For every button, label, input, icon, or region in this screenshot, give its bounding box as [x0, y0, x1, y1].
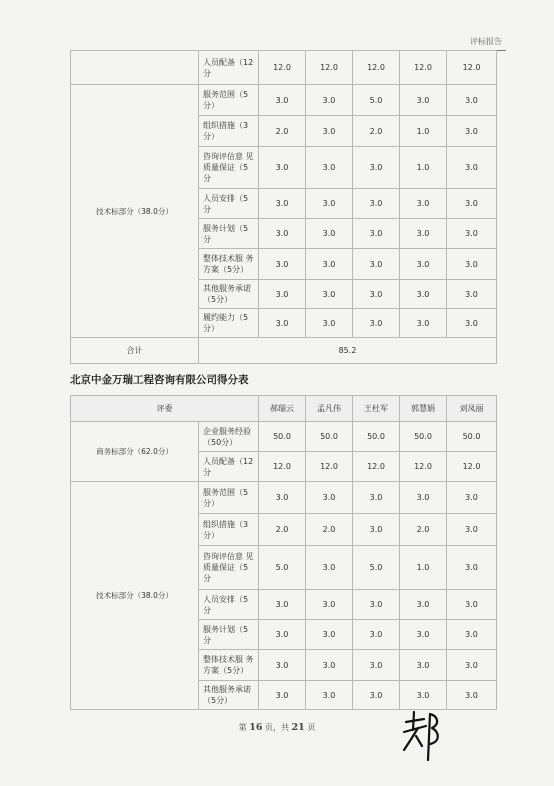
score-cell: 3.0 [259, 681, 306, 710]
tech-category-cell: 技术标部分（38.0分） [71, 85, 199, 338]
score-cell: 3.0 [259, 650, 306, 681]
blank-category-cell [71, 51, 199, 85]
score-cell: 3.0 [400, 189, 447, 219]
score-cell: 3.0 [259, 85, 306, 116]
score-cell: 3.0 [447, 280, 497, 309]
score-cell: 50.0 [306, 422, 353, 452]
criterion-cell: 服务计划（5分 [199, 219, 259, 249]
total-value: 85.2 [199, 338, 497, 364]
company-score-table-title: 北京中金万瑞工程咨询有限公司得分表 [70, 374, 249, 386]
criterion-cell: 咨询评估意 见质量保证（5分 [199, 546, 259, 590]
score-cell: 2.0 [259, 514, 306, 546]
score-cell: 3.0 [447, 514, 497, 546]
score-cell: 12.0 [353, 51, 400, 85]
score-cell: 3.0 [400, 219, 447, 249]
score-cell: 3.0 [447, 309, 497, 338]
score-cell: 3.0 [306, 650, 353, 681]
score-cell: 3.0 [259, 590, 306, 620]
score-cell: 3.0 [259, 309, 306, 338]
score-cell: 3.0 [306, 147, 353, 189]
score-cell: 3.0 [306, 309, 353, 338]
score-cell: 3.0 [447, 147, 497, 189]
score-cell: 1.0 [400, 147, 447, 189]
page-footer [0, 722, 554, 733]
score-cell: 5.0 [353, 85, 400, 116]
score-cell: 3.0 [259, 280, 306, 309]
score-cell: 12.0 [400, 452, 447, 482]
score-cell: 2.0 [306, 514, 353, 546]
score-cell: 12.0 [447, 452, 497, 482]
score-cell: 50.0 [447, 422, 497, 452]
judge-name: 刘凤丽 [447, 396, 497, 422]
total-label: 合计 [71, 338, 199, 364]
criterion-cell: 人员配备（12分 [199, 51, 259, 85]
score-cell: 3.0 [353, 147, 400, 189]
score-cell: 50.0 [353, 422, 400, 452]
table-row [71, 482, 497, 514]
score-cell: 3.0 [259, 482, 306, 514]
score-table-continued [70, 50, 497, 364]
score-cell: 12.0 [259, 452, 306, 482]
table-row [71, 422, 497, 452]
business-category-cell: 商务标部分（62.0分） [71, 422, 199, 482]
score-cell: 3.0 [353, 620, 400, 650]
score-cell: 3.0 [353, 681, 400, 710]
score-cell: 3.0 [447, 482, 497, 514]
score-cell: 3.0 [400, 280, 447, 309]
score-cell: 3.0 [447, 85, 497, 116]
score-cell: 12.0 [306, 452, 353, 482]
score-cell: 3.0 [353, 590, 400, 620]
score-cell: 12.0 [353, 452, 400, 482]
score-cell: 3.0 [400, 249, 447, 280]
criterion-cell: 服务计划（5分 [199, 620, 259, 650]
score-cell: 3.0 [447, 219, 497, 249]
score-cell: 3.0 [306, 219, 353, 249]
score-cell: 3.0 [306, 482, 353, 514]
score-cell: 3.0 [306, 85, 353, 116]
score-cell: 50.0 [400, 422, 447, 452]
criterion-cell: 企业服务经验（50分） [199, 422, 259, 452]
score-cell: 3.0 [447, 116, 497, 147]
score-cell: 3.0 [400, 650, 447, 681]
score-cell: 1.0 [400, 546, 447, 590]
criterion-cell: 其他服务承诺（5分） [199, 280, 259, 309]
score-cell: 3.0 [353, 650, 400, 681]
score-cell: 3.0 [353, 219, 400, 249]
score-cell: 3.0 [259, 189, 306, 219]
score-cell: 12.0 [259, 51, 306, 85]
score-cell: 3.0 [447, 620, 497, 650]
score-table [70, 395, 497, 710]
handwritten-signature [400, 706, 446, 762]
criterion-cell: 其他服务承诺（5分） [199, 681, 259, 710]
score-cell: 3.0 [400, 482, 447, 514]
score-cell: 3.0 [259, 147, 306, 189]
criterion-cell: 履约能力（5分） [199, 309, 259, 338]
score-cell: 3.0 [400, 85, 447, 116]
table-row [71, 51, 497, 85]
score-cell: 3.0 [306, 116, 353, 147]
criterion-cell: 人员安排（5分 [199, 590, 259, 620]
judge-name: 王杜军 [353, 396, 400, 422]
criterion-cell: 整体技术服 务方案（5分） [199, 650, 259, 681]
score-cell: 2.0 [400, 514, 447, 546]
score-cell: 3.0 [306, 189, 353, 219]
score-cell: 3.0 [259, 249, 306, 280]
criterion-cell: 咨询评估意 见质量保证（5分 [199, 147, 259, 189]
score-cell: 3.0 [306, 546, 353, 590]
score-cell: 3.0 [447, 650, 497, 681]
score-cell: 2.0 [259, 116, 306, 147]
tech-category-cell: 技术标部分（38.0分） [71, 482, 199, 710]
table-row [71, 85, 497, 116]
table-header-row [71, 396, 497, 422]
page-mid: 页，共 [265, 723, 289, 732]
score-cell: 3.0 [353, 189, 400, 219]
judge-name: 郭慧娟 [400, 396, 447, 422]
page-total: 21 [291, 722, 305, 733]
score-cell: 3.0 [353, 249, 400, 280]
judges-header: 评委 [71, 396, 259, 422]
score-cell: 3.0 [353, 280, 400, 309]
score-cell: 50.0 [259, 422, 306, 452]
score-cell: 3.0 [306, 620, 353, 650]
criterion-cell: 组织措施（3分） [199, 514, 259, 546]
score-cell: 3.0 [400, 309, 447, 338]
page-number: 16 [249, 722, 263, 733]
judge-name: 孟凡伟 [306, 396, 353, 422]
criterion-cell: 人员配备（12分 [199, 452, 259, 482]
page-suffix: 页 [307, 723, 316, 732]
score-cell: 3.0 [306, 590, 353, 620]
score-cell: 3.0 [306, 681, 353, 710]
score-cell: 3.0 [447, 249, 497, 280]
criterion-cell: 组织措施（3分） [199, 116, 259, 147]
criterion-cell: 服务范围（5分） [199, 482, 259, 514]
score-cell: 3.0 [447, 681, 497, 710]
score-cell: 12.0 [306, 51, 353, 85]
score-cell: 12.0 [447, 51, 497, 85]
score-cell: 12.0 [400, 51, 447, 85]
judge-name: 郝瑞云 [259, 396, 306, 422]
score-cell: 3.0 [353, 514, 400, 546]
score-cell: 5.0 [353, 546, 400, 590]
criterion-cell: 人员安排（5分 [199, 189, 259, 219]
total-row [71, 338, 497, 364]
page-prefix: 第 [238, 723, 247, 732]
score-cell: 3.0 [447, 590, 497, 620]
score-cell: 3.0 [400, 590, 447, 620]
report-header-label: 评标报告 [470, 37, 502, 46]
score-cell: 3.0 [400, 620, 447, 650]
score-cell: 2.0 [353, 116, 400, 147]
criterion-cell: 整体技术服 务方案（5分） [199, 249, 259, 280]
criterion-cell: 服务范围（5分） [199, 85, 259, 116]
score-cell: 3.0 [306, 280, 353, 309]
score-cell: 3.0 [400, 681, 447, 710]
score-cell: 3.0 [447, 546, 497, 590]
score-cell: 3.0 [306, 249, 353, 280]
score-cell: 3.0 [353, 482, 400, 514]
score-cell: 3.0 [259, 219, 306, 249]
score-cell: 3.0 [353, 309, 400, 338]
score-cell: 1.0 [400, 116, 447, 147]
score-cell: 5.0 [259, 546, 306, 590]
score-cell: 3.0 [447, 189, 497, 219]
score-cell: 3.0 [259, 620, 306, 650]
